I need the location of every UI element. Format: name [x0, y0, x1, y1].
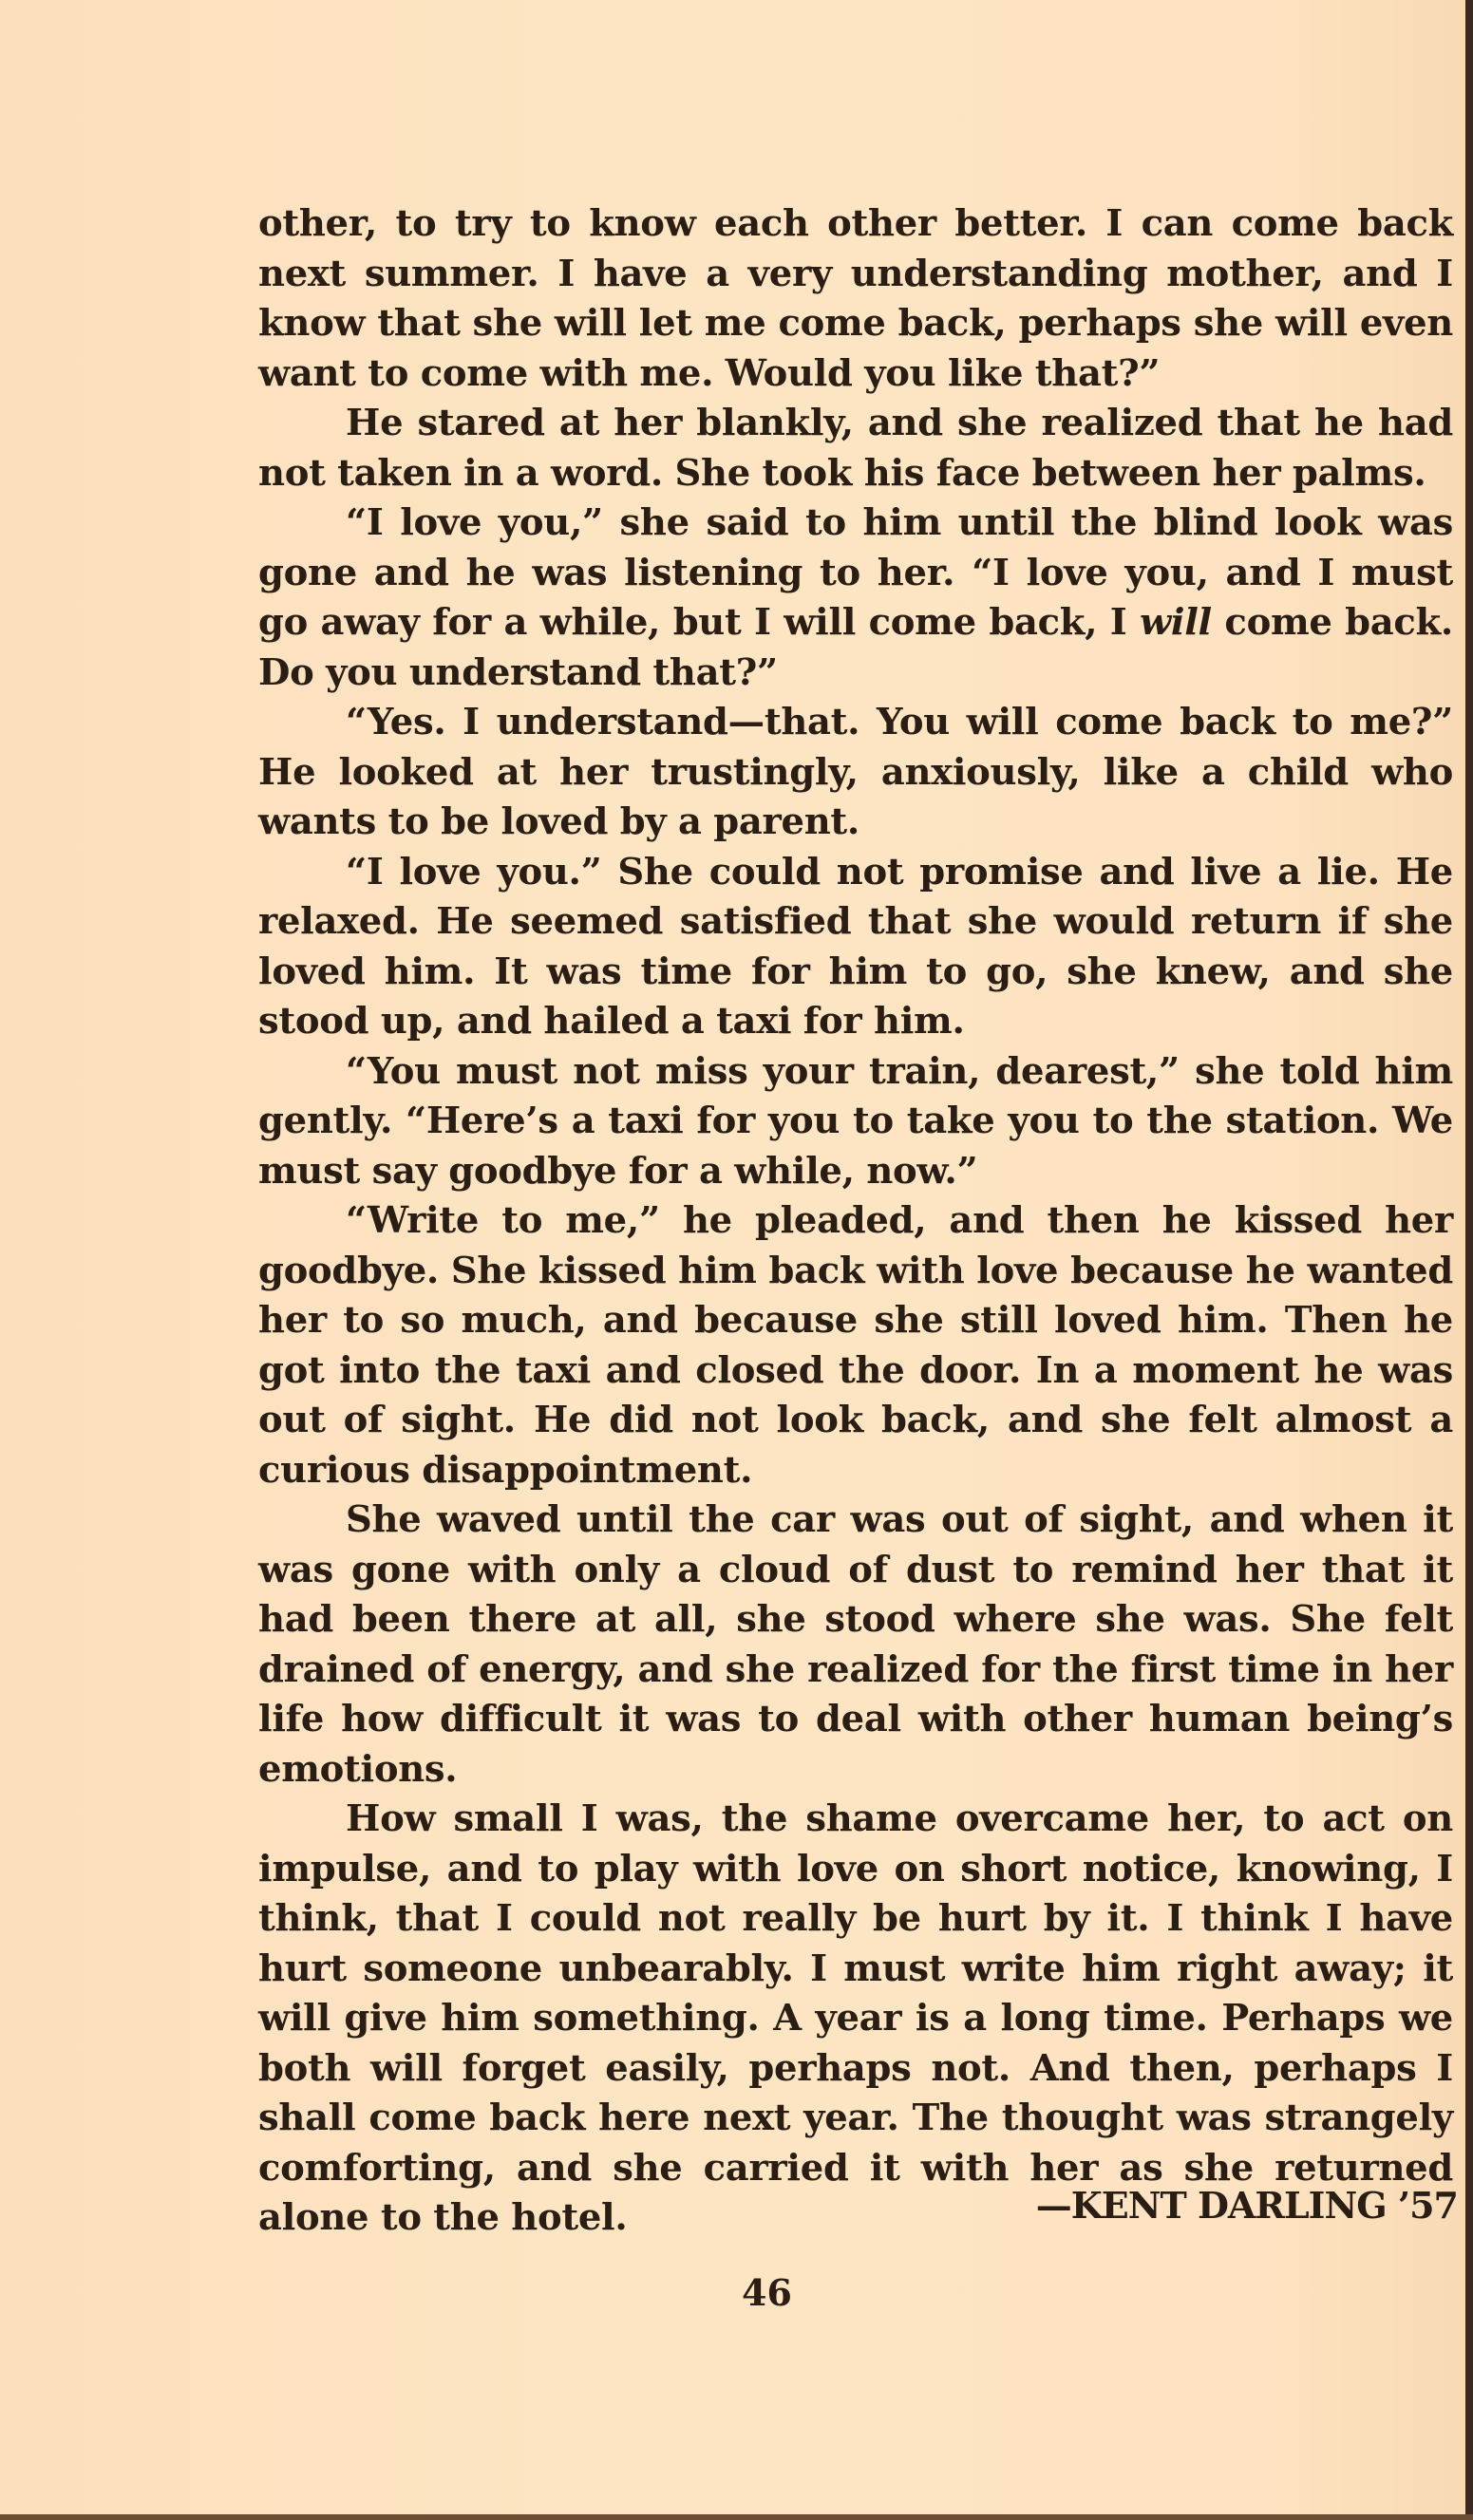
paragraph-3: [258, 498, 1453, 698]
paragraph-3-part-1: “I love you,” she said to him until the blind look was gone and he was listening to her. “I love you, and I must go away for a while, but I will come back, I: [258, 501, 1453, 644]
page-right-edge: [1465, 0, 1473, 2520]
page-number-text: 46: [742, 2271, 792, 2314]
story-text: [258, 199, 1453, 2244]
paragraph-6: “You must not miss your train, dearest,” she told him gently. “Here’s a taxi for you to take you to the station. We must say goodbye for a while, now.”: [258, 1049, 1453, 1193]
paragraph-8: She waved until the car was out of sight, and when it was gone with only a cloud of dust to remind her that it had been there at all, she stood where she was. She felt drained of energy, and she realized for the first time in her life how difficult it was to deal with other human being’s emotions.: [258, 1498, 1453, 1791]
author-signature: —KENT DARLING ’57: [1035, 2184, 1458, 2227]
page-number: [0, 2271, 1473, 2314]
paragraph-7: “Write to me,” he pleaded, and then he kissed her goodbye. She kissed him back with love because he wanted her to so much, and because she still loved him. Then he got into the taxi and closed the door. In a moment he was out of sight. He did not look back, and she felt almost a curious disappointment.: [258, 1199, 1453, 1492]
page-bottom-edge: [0, 2514, 1473, 2520]
paragraph-9: How small I was, the shame overcame her, to act on impulse, and to play with love on short notice, knowing, I think, that I could not really be hurt by it. I think I have hurt someone unbearably. I must write him right away; it will give him something. A year is a long time. Perhaps we both will forget easily, perhaps not. And then, perhaps I shall come back here next year. The thought was strangely comforting, and she carried it with her as she returned alone to the hotel.: [258, 1797, 1453, 2239]
paragraph-5: “I love you.” She could not promise and live a lie. He relaxed. He seemed satisfied that she would return if she loved him. It was time for him to go, she knew, and she stood up, and hailed a taxi for him.: [258, 850, 1453, 1043]
paragraph-4: “Yes. I understand—that. You will come back to me?” He looked at her trustingly, anxiously, like a child who wants to be loved by a parent.: [258, 701, 1453, 843]
emphasis-will: will: [1140, 601, 1212, 644]
paragraph-1: other, to try to know each other better. I can come back next summer. I have a very understanding mother, and I know that she will let me come back, perhaps she will even want to come with me. Would you like that?”: [258, 202, 1453, 395]
paragraph-2: He stared at her blankly, and she realized that he had not taken in a word. She took his face between her palms.: [258, 402, 1453, 495]
paragraph-3-part-2: come back. Do you understand that?”: [258, 601, 1454, 694]
